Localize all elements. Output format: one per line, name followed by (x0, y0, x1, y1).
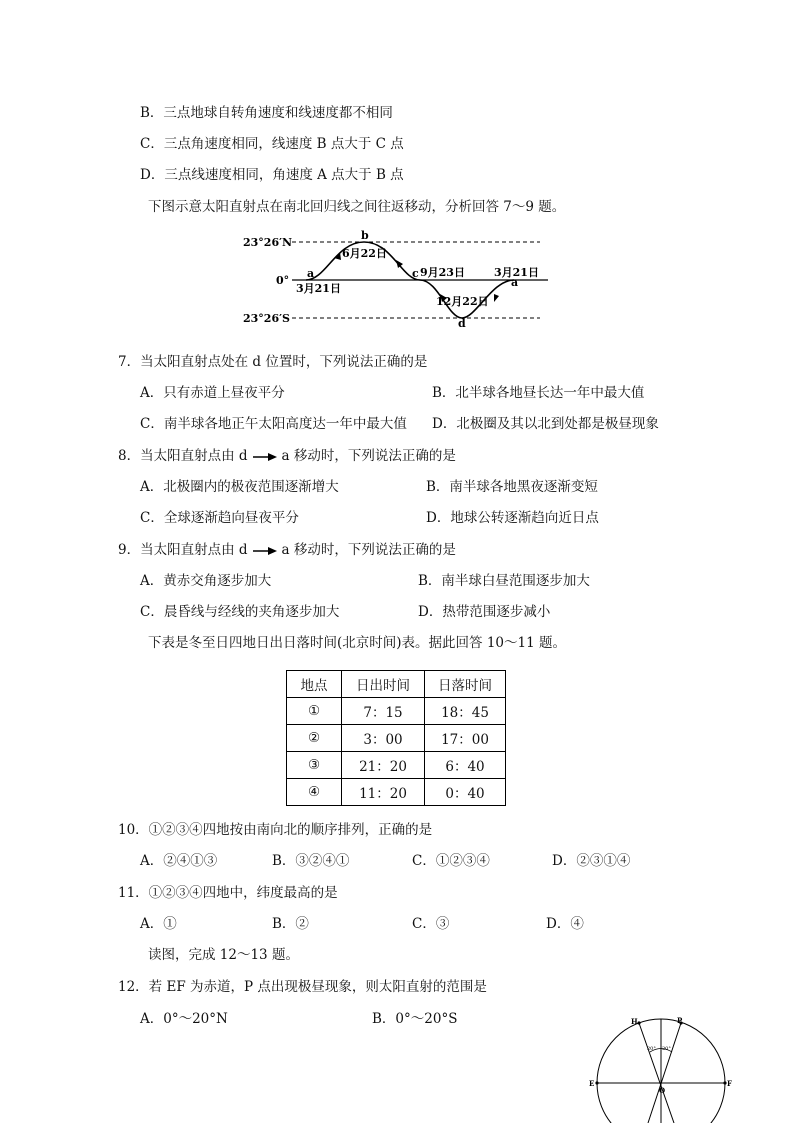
q9-option-a: A．黄赤交角逐步加大 (140, 573, 272, 589)
q9-stem-post: a 移动时，下列说法正确的是 (281, 542, 456, 558)
table-header: 地点 (287, 671, 342, 698)
right-arrow-icon (252, 452, 278, 462)
table-row (287, 779, 506, 806)
q7-stem: 7．当太阳直射点处在 d 位置时，下列说法正确的是 (118, 354, 428, 370)
q10-option-d: D．②③①④ (552, 853, 631, 869)
north-tropic-label: 23°26′N (243, 236, 293, 249)
q11-stem: 11．①②③④四地中，纬度最高的是 (118, 885, 338, 901)
table-header: 日落时间 (425, 671, 506, 698)
date-d: 12月22日 (436, 295, 489, 308)
earth-circle-figure (584, 1012, 734, 1123)
q10-option-c: C．①②③④ (412, 853, 490, 869)
q11-option-b: B．② (272, 916, 309, 932)
intro-10-11: 下表是冬至日四地日出日落时间(北京时间)表。据此回答 10～11 题。 (148, 635, 566, 651)
table-header: 日出时间 (342, 671, 425, 698)
table-cell: 3：00 (342, 725, 425, 752)
q8-stem-pre: 8．当太阳直射点由 d (118, 448, 248, 464)
south-tropic-label: 23°26′S (243, 312, 290, 325)
q11-option-c: C．③ (412, 916, 450, 932)
q8-option-a: A．北极圈内的极夜范围逐渐增大 (140, 479, 339, 495)
angle-left-label: 20° (647, 1046, 656, 1052)
q12-option-b: B．0°～20°S (372, 1011, 458, 1027)
q7-option-a: A．只有赤道上昼夜平分 (140, 385, 285, 401)
date-a-end: 3月21日 (494, 266, 539, 279)
table-cell: 0：40 (425, 779, 506, 806)
table-cell: 11：20 (342, 779, 425, 806)
q7-option-b: B．北半球各地昼长达一年中最大值 (432, 385, 645, 401)
point-d: d (458, 317, 466, 330)
equator-label: 0° (276, 274, 290, 287)
q8-option-b: B．南半球各地黑夜逐渐变短 (426, 479, 598, 495)
date-a-start: 3月21日 (296, 282, 341, 295)
prev-option-d: D．三点线速度相同，角速度 A 点大于 B 点 (140, 167, 404, 183)
q7-option-d: D．北极圈及其以北到处都是极昼现象 (432, 416, 659, 432)
q8-stem-post: a 移动时，下列说法正确的是 (281, 448, 456, 464)
table-row (287, 752, 506, 779)
intro-12-13: 读图，完成 12～13 题。 (148, 947, 299, 963)
q9-stem-pre: 9．当太阳直射点由 d (118, 542, 248, 558)
table-cell: ② (287, 725, 342, 752)
q8-option-c: C．全球逐渐趋向昼夜平分 (140, 510, 299, 526)
sun-migration-figure (236, 228, 556, 332)
point-a-end: a (511, 276, 519, 289)
label-p: P (677, 1016, 683, 1025)
table-row (287, 698, 506, 725)
q9-option-d: D．热带范围逐步减小 (418, 604, 551, 620)
table-cell: 17：00 (425, 725, 506, 752)
q9-stem (118, 541, 456, 559)
q11-option-d: D．④ (546, 916, 584, 932)
table-cell: ① (287, 698, 342, 725)
angle-right-label: 20° (662, 1046, 671, 1052)
point-a-start: a (307, 267, 315, 280)
q9-option-b: B．南半球白昼范围逐步加大 (418, 573, 590, 589)
table-cell: 6：40 (425, 752, 506, 779)
table-row (287, 725, 506, 752)
right-arrow-icon (252, 546, 278, 556)
label-f: F (727, 1079, 732, 1088)
q9-option-c: C．晨昏线与经线的夹角逐步加大 (140, 604, 340, 620)
q12-stem: 12．若 EF 为赤道，P 点出现极昼现象，则太阳直射的范围是 (118, 979, 487, 995)
point-c: c (412, 267, 419, 280)
q10-option-b: B．③②④① (272, 853, 350, 869)
point-b: b (361, 229, 369, 242)
label-h: H (631, 1017, 638, 1026)
q11-option-a: A．① (140, 916, 177, 932)
table-cell: ③ (287, 752, 342, 779)
date-b: 6月22日 (342, 247, 387, 260)
sunrise-sunset-table (286, 670, 506, 806)
table-cell: 18：45 (425, 698, 506, 725)
q7-option-c: C．南半球各地正午太阳高度达一年中最大值 (140, 416, 407, 432)
table-cell: 7：15 (342, 698, 425, 725)
label-e: E (589, 1079, 595, 1088)
prev-option-b: B．三点地球自转角速度和线速度都不相同 (140, 105, 393, 121)
prev-option-c: C．三点角速度相同，线速度 B 点大于 C 点 (140, 136, 404, 152)
table-cell: 21：20 (342, 752, 425, 779)
date-c: 9月23日 (420, 266, 465, 279)
q8-option-d: D．地球公转逐渐趋向近日点 (426, 510, 599, 526)
label-o: O (659, 1086, 666, 1095)
q12-option-a: A．0°～20°N (140, 1011, 228, 1027)
intro-7-9: 下图示意太阳直射点在南北回归线之间往返移动，分析回答 7～9 题。 (148, 199, 566, 215)
q10-stem: 10．①②③④四地按由南向北的顺序排列，正确的是 (118, 822, 433, 838)
q10-option-a: A．②④①③ (140, 853, 218, 869)
table-header-row (287, 671, 506, 698)
table-cell: ④ (287, 779, 342, 806)
q8-stem (118, 447, 456, 465)
